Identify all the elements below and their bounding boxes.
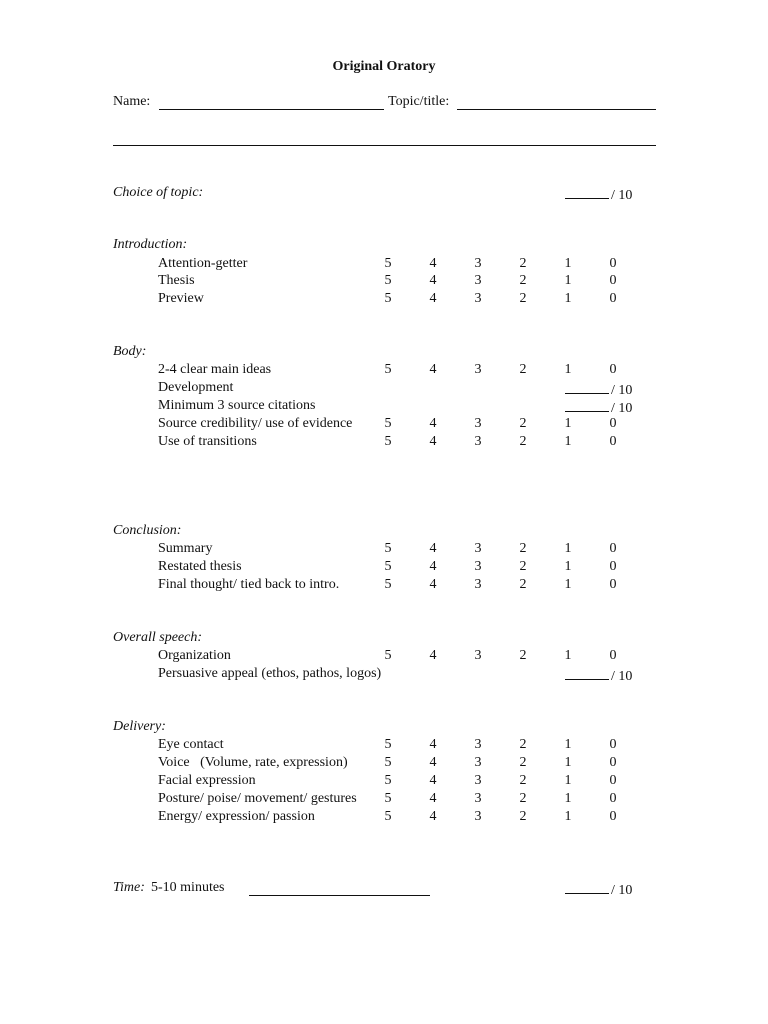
name-label: Name: [113, 94, 151, 109]
rating-5[interactable]: 5 [384, 755, 392, 770]
rating-4[interactable]: 4 [429, 755, 437, 770]
rating-4[interactable]: 4 [429, 791, 437, 806]
rating-3[interactable]: 3 [474, 755, 482, 770]
rating-0[interactable]: 0 [609, 416, 617, 431]
body-heading: Body: [113, 344, 147, 359]
choice-score[interactable]: / 10 [565, 185, 632, 204]
criterion-label: Organization [158, 648, 231, 663]
rating-4[interactable]: 4 [429, 559, 437, 574]
rating-5[interactable]: 5 [384, 416, 392, 431]
rating-5[interactable]: 5 [384, 256, 392, 271]
rating-3[interactable]: 3 [474, 809, 482, 824]
name-field[interactable] [159, 109, 384, 110]
rating-3[interactable]: 3 [474, 256, 482, 271]
rating-0[interactable]: 0 [609, 256, 617, 271]
criterion-label: Persuasive appeal (ethos, pathos, logos) [158, 666, 382, 681]
rating-5[interactable]: 5 [384, 559, 392, 574]
rating-1[interactable]: 1 [564, 755, 572, 770]
rating-4[interactable]: 4 [429, 362, 437, 377]
rating-1[interactable]: 1 [564, 809, 572, 824]
rating-5[interactable]: 5 [384, 648, 392, 663]
rating-4[interactable]: 4 [429, 291, 437, 306]
rating-5[interactable]: 5 [384, 362, 392, 377]
rating-0[interactable]: 0 [609, 559, 617, 574]
rating-0[interactable]: 0 [609, 737, 617, 752]
rating-1[interactable]: 1 [564, 648, 572, 663]
criterion-label: Facial expression [158, 773, 256, 788]
criterion-label: Final thought/ tied back to intro. [158, 577, 340, 592]
rating-3[interactable]: 3 [474, 541, 482, 556]
rating-0[interactable]: 0 [609, 577, 617, 592]
criterion-label: Eye contact [158, 737, 224, 752]
rating-4[interactable]: 4 [429, 256, 437, 271]
time-heading: Time: [113, 880, 145, 895]
rating-2[interactable]: 2 [519, 755, 527, 770]
criterion-label: Energy/ expression/ passion [158, 809, 315, 824]
criterion-label: Restated thesis [158, 559, 242, 574]
rating-3[interactable]: 3 [474, 773, 482, 788]
rating-3[interactable]: 3 [474, 362, 482, 377]
rating-4[interactable]: 4 [429, 737, 437, 752]
rating-3[interactable]: 3 [474, 737, 482, 752]
rating-4[interactable]: 4 [429, 773, 437, 788]
rating-0[interactable]: 0 [609, 362, 617, 377]
rating-2[interactable]: 2 [519, 791, 527, 806]
rating-4[interactable]: 4 [429, 577, 437, 592]
rating-2[interactable]: 2 [519, 577, 527, 592]
rating-4[interactable]: 4 [429, 416, 437, 431]
rating-3[interactable]: 3 [474, 291, 482, 306]
criterion-label: 2-4 clear main ideas [158, 362, 272, 377]
rating-5[interactable]: 5 [384, 773, 392, 788]
rating-5[interactable]: 5 [384, 541, 392, 556]
rating-2[interactable]: 2 [519, 362, 527, 377]
rating-4[interactable]: 4 [429, 809, 437, 824]
rating-1[interactable]: 1 [564, 791, 572, 806]
rating-5[interactable]: 5 [384, 809, 392, 824]
persuasive-score[interactable]: / 10 [565, 666, 632, 685]
rating-3[interactable]: 3 [474, 434, 482, 449]
rating-0[interactable]: 0 [609, 809, 617, 824]
topic-continuation-field[interactable] [113, 145, 656, 146]
rating-2[interactable]: 2 [519, 541, 527, 556]
rating-0[interactable]: 0 [609, 648, 617, 663]
rating-0[interactable]: 0 [609, 791, 617, 806]
rating-0[interactable]: 0 [609, 273, 617, 288]
criterion-label: Source credibility/ use of evidence [158, 416, 353, 431]
rating-3[interactable]: 3 [474, 559, 482, 574]
rating-4[interactable]: 4 [429, 541, 437, 556]
rating-2[interactable]: 2 [519, 434, 527, 449]
rating-0[interactable]: 0 [609, 541, 617, 556]
rating-2[interactable]: 2 [519, 559, 527, 574]
rating-2[interactable]: 2 [519, 416, 527, 431]
introduction-heading: Introduction: [113, 237, 188, 252]
delivery-heading: Delivery: [113, 719, 166, 734]
choice-heading: Choice of topic: [113, 185, 204, 200]
citations-score[interactable]: / 10 [565, 398, 632, 417]
page-title: Original Oratory [332, 59, 436, 74]
rating-1[interactable]: 1 [564, 273, 572, 288]
rating-3[interactable]: 3 [474, 273, 482, 288]
criterion-label: Voice (Volume, rate, expression) [158, 755, 348, 770]
topic-label: Topic/title: [388, 94, 450, 109]
rating-2[interactable]: 2 [519, 809, 527, 824]
criterion-label: Attention-getter [158, 256, 248, 271]
criterion-label: Summary [158, 541, 213, 556]
rating-4[interactable]: 4 [429, 273, 437, 288]
criterion-label: Posture/ poise/ movement/ gestures [158, 791, 357, 806]
rating-3[interactable]: 3 [474, 791, 482, 806]
rating-1[interactable]: 1 [564, 416, 572, 431]
rating-2[interactable]: 2 [519, 291, 527, 306]
rating-1[interactable]: 1 [564, 362, 572, 377]
rating-5[interactable]: 5 [384, 291, 392, 306]
rating-5[interactable]: 5 [384, 737, 392, 752]
rating-0[interactable]: 0 [609, 434, 617, 449]
development-score[interactable]: / 10 [565, 380, 632, 399]
rating-5[interactable]: 5 [384, 577, 392, 592]
rating-2[interactable]: 2 [519, 773, 527, 788]
rating-4[interactable]: 4 [429, 648, 437, 663]
rating-1[interactable]: 1 [564, 434, 572, 449]
rating-1[interactable]: 1 [564, 541, 572, 556]
rating-2[interactable]: 2 [519, 273, 527, 288]
rating-1[interactable]: 1 [564, 737, 572, 752]
rating-1[interactable]: 1 [564, 577, 572, 592]
overall-heading: Overall speech: [113, 630, 203, 645]
rating-5[interactable]: 5 [384, 434, 392, 449]
criterion-label: Use of transitions [158, 434, 257, 449]
time-value: 5-10 minutes [151, 880, 225, 895]
rating-1[interactable]: 1 [564, 773, 572, 788]
criterion-label: Thesis [158, 273, 195, 288]
criterion-label: Development [158, 380, 234, 395]
rating-5[interactable]: 5 [384, 273, 392, 288]
rating-1[interactable]: 1 [564, 256, 572, 271]
rating-5[interactable]: 5 [384, 791, 392, 806]
time-field[interactable] [249, 895, 430, 896]
rating-0[interactable]: 0 [609, 755, 617, 770]
rating-2[interactable]: 2 [519, 737, 527, 752]
rating-2[interactable]: 2 [519, 648, 527, 663]
criterion-label: Preview [158, 291, 204, 306]
time-score[interactable]: / 10 [565, 880, 632, 899]
rating-0[interactable]: 0 [609, 773, 617, 788]
rating-1[interactable]: 1 [564, 559, 572, 574]
rating-2[interactable]: 2 [519, 256, 527, 271]
rating-3[interactable]: 3 [474, 577, 482, 592]
rating-1[interactable]: 1 [564, 291, 572, 306]
topic-field[interactable] [457, 109, 656, 110]
rating-0[interactable]: 0 [609, 291, 617, 306]
rating-3[interactable]: 3 [474, 648, 482, 663]
criterion-label: Minimum 3 source citations [158, 398, 316, 413]
conclusion-heading: Conclusion: [113, 523, 182, 538]
rating-3[interactable]: 3 [474, 416, 482, 431]
rating-4[interactable]: 4 [429, 434, 437, 449]
